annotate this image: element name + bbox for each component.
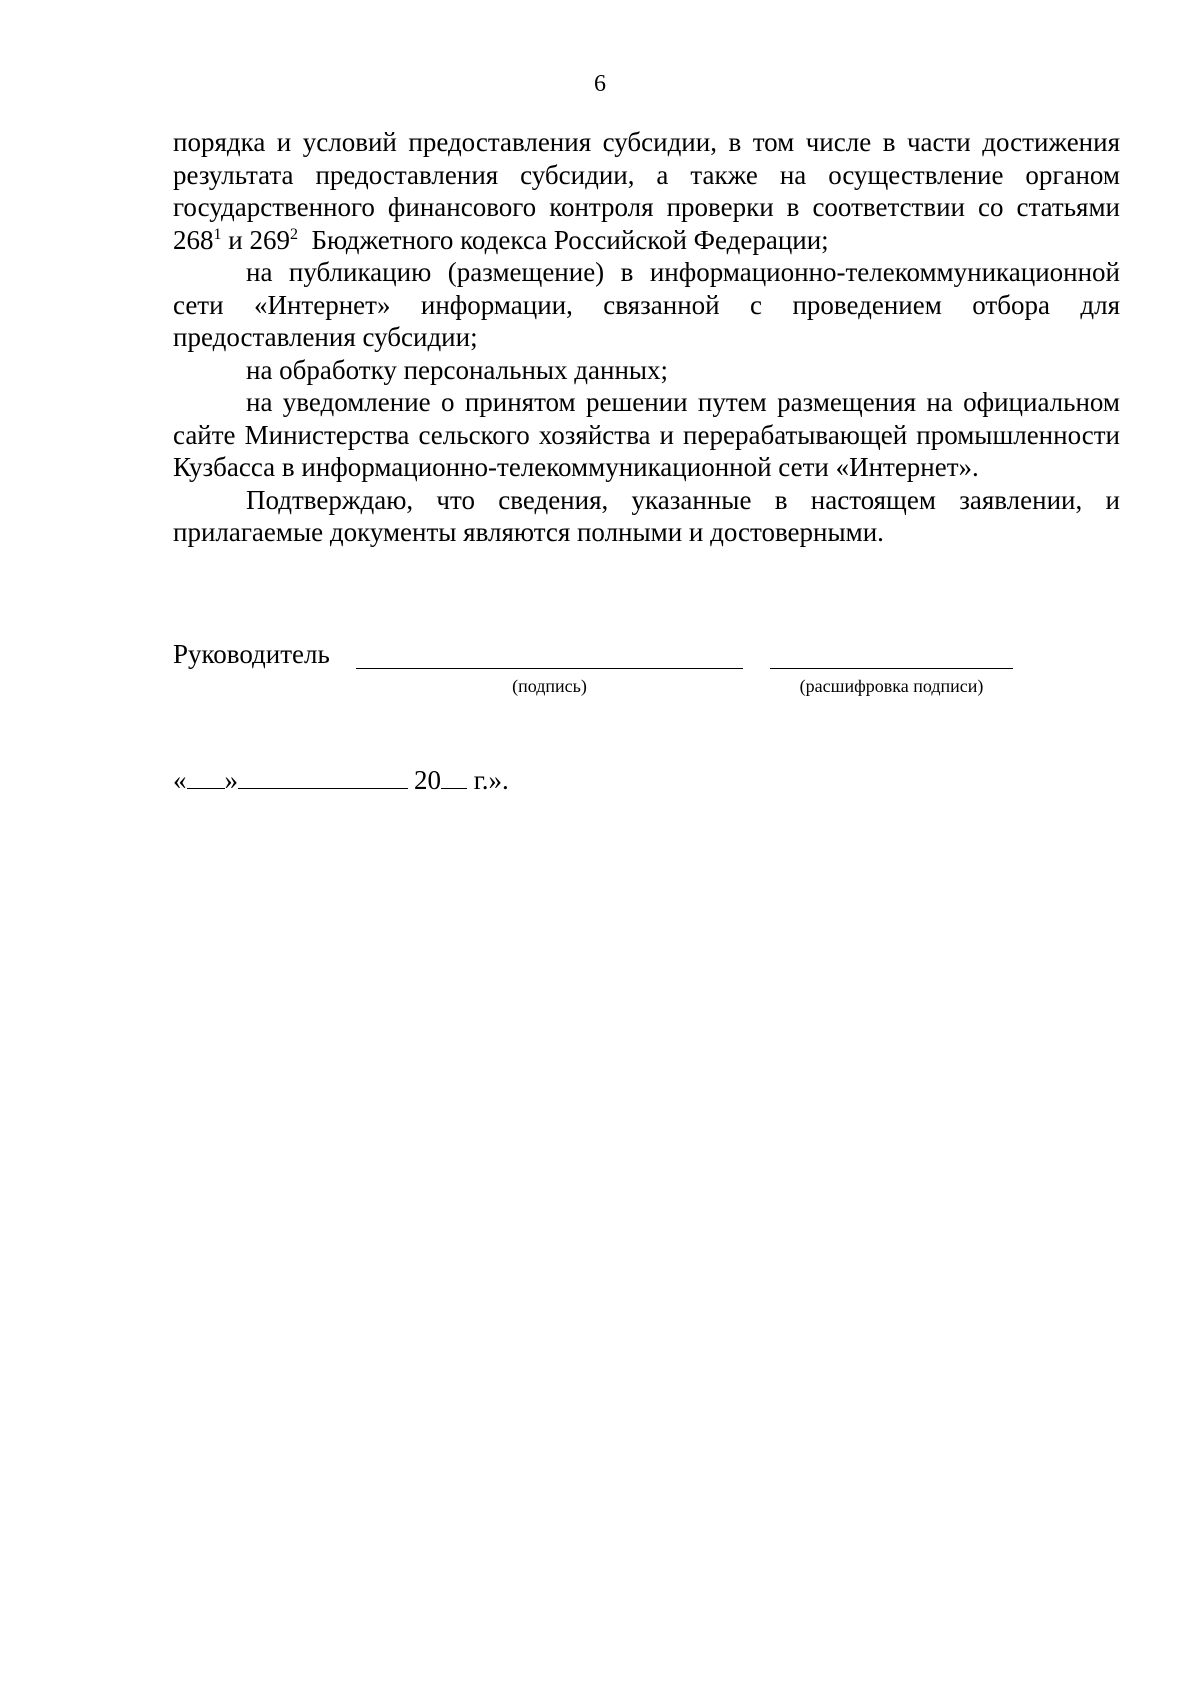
page-number: 6 — [594, 71, 606, 97]
month-blank — [238, 766, 408, 789]
paragraph-notification-consent: на уведомление о принятом решении путем размещения на официальном сайте Министерства сельского хозяйства и перерабатывающей промышленности Кузбасса в информационно-телекоммуникационной сети «Интернет». — [173, 387, 1120, 482]
paragraph-confirmation: Подтверждаю, что сведения, указанные в настоящем заявлении, и прилагаемые документы являются полными и достоверными. — [173, 484, 1120, 547]
date-close-quote: » — [224, 765, 238, 795]
paragraph-text: порядка и условий предоставления субсидии, в том числе в части достижения результата предоставления субсидии, а также на осуществление органом государственного финансового контроля проверки в соответствии со статьями 268 — [173, 127, 1120, 255]
year-prefix: 20 — [414, 765, 441, 795]
date-suffix: г.». — [467, 765, 509, 795]
signature-caption: (подпись) — [512, 676, 587, 696]
signature-block — [173, 638, 1133, 708]
date-line — [173, 764, 509, 796]
paragraph-personal-data-consent: на обработку персональных данных; — [246, 354, 669, 385]
signature-label: Руководитель — [173, 639, 330, 669]
signature-decode-line — [770, 668, 1013, 669]
signature-decode-caption: (расшифровка подписи) — [799, 676, 984, 696]
footnote-superscript: 2 — [289, 225, 298, 243]
signature-line — [356, 668, 743, 669]
footnote-superscript: 1 — [213, 225, 222, 243]
document-body — [173, 126, 1120, 549]
date-open-quote: « — [173, 765, 187, 795]
paragraph-text: Бюджетного кодекса Российской Федерации; — [297, 224, 829, 255]
paragraph-text: и 269 — [221, 224, 290, 255]
day-blank — [187, 766, 225, 789]
year-blank — [441, 766, 467, 789]
paragraph-control-consent — [173, 126, 1120, 256]
paragraph-publication-consent: на публикацию (размещение) в информационно-телекоммуникационной сети «Интернет» информации, связанной с проведением отбора для предоставления субсидии; — [173, 257, 1120, 352]
